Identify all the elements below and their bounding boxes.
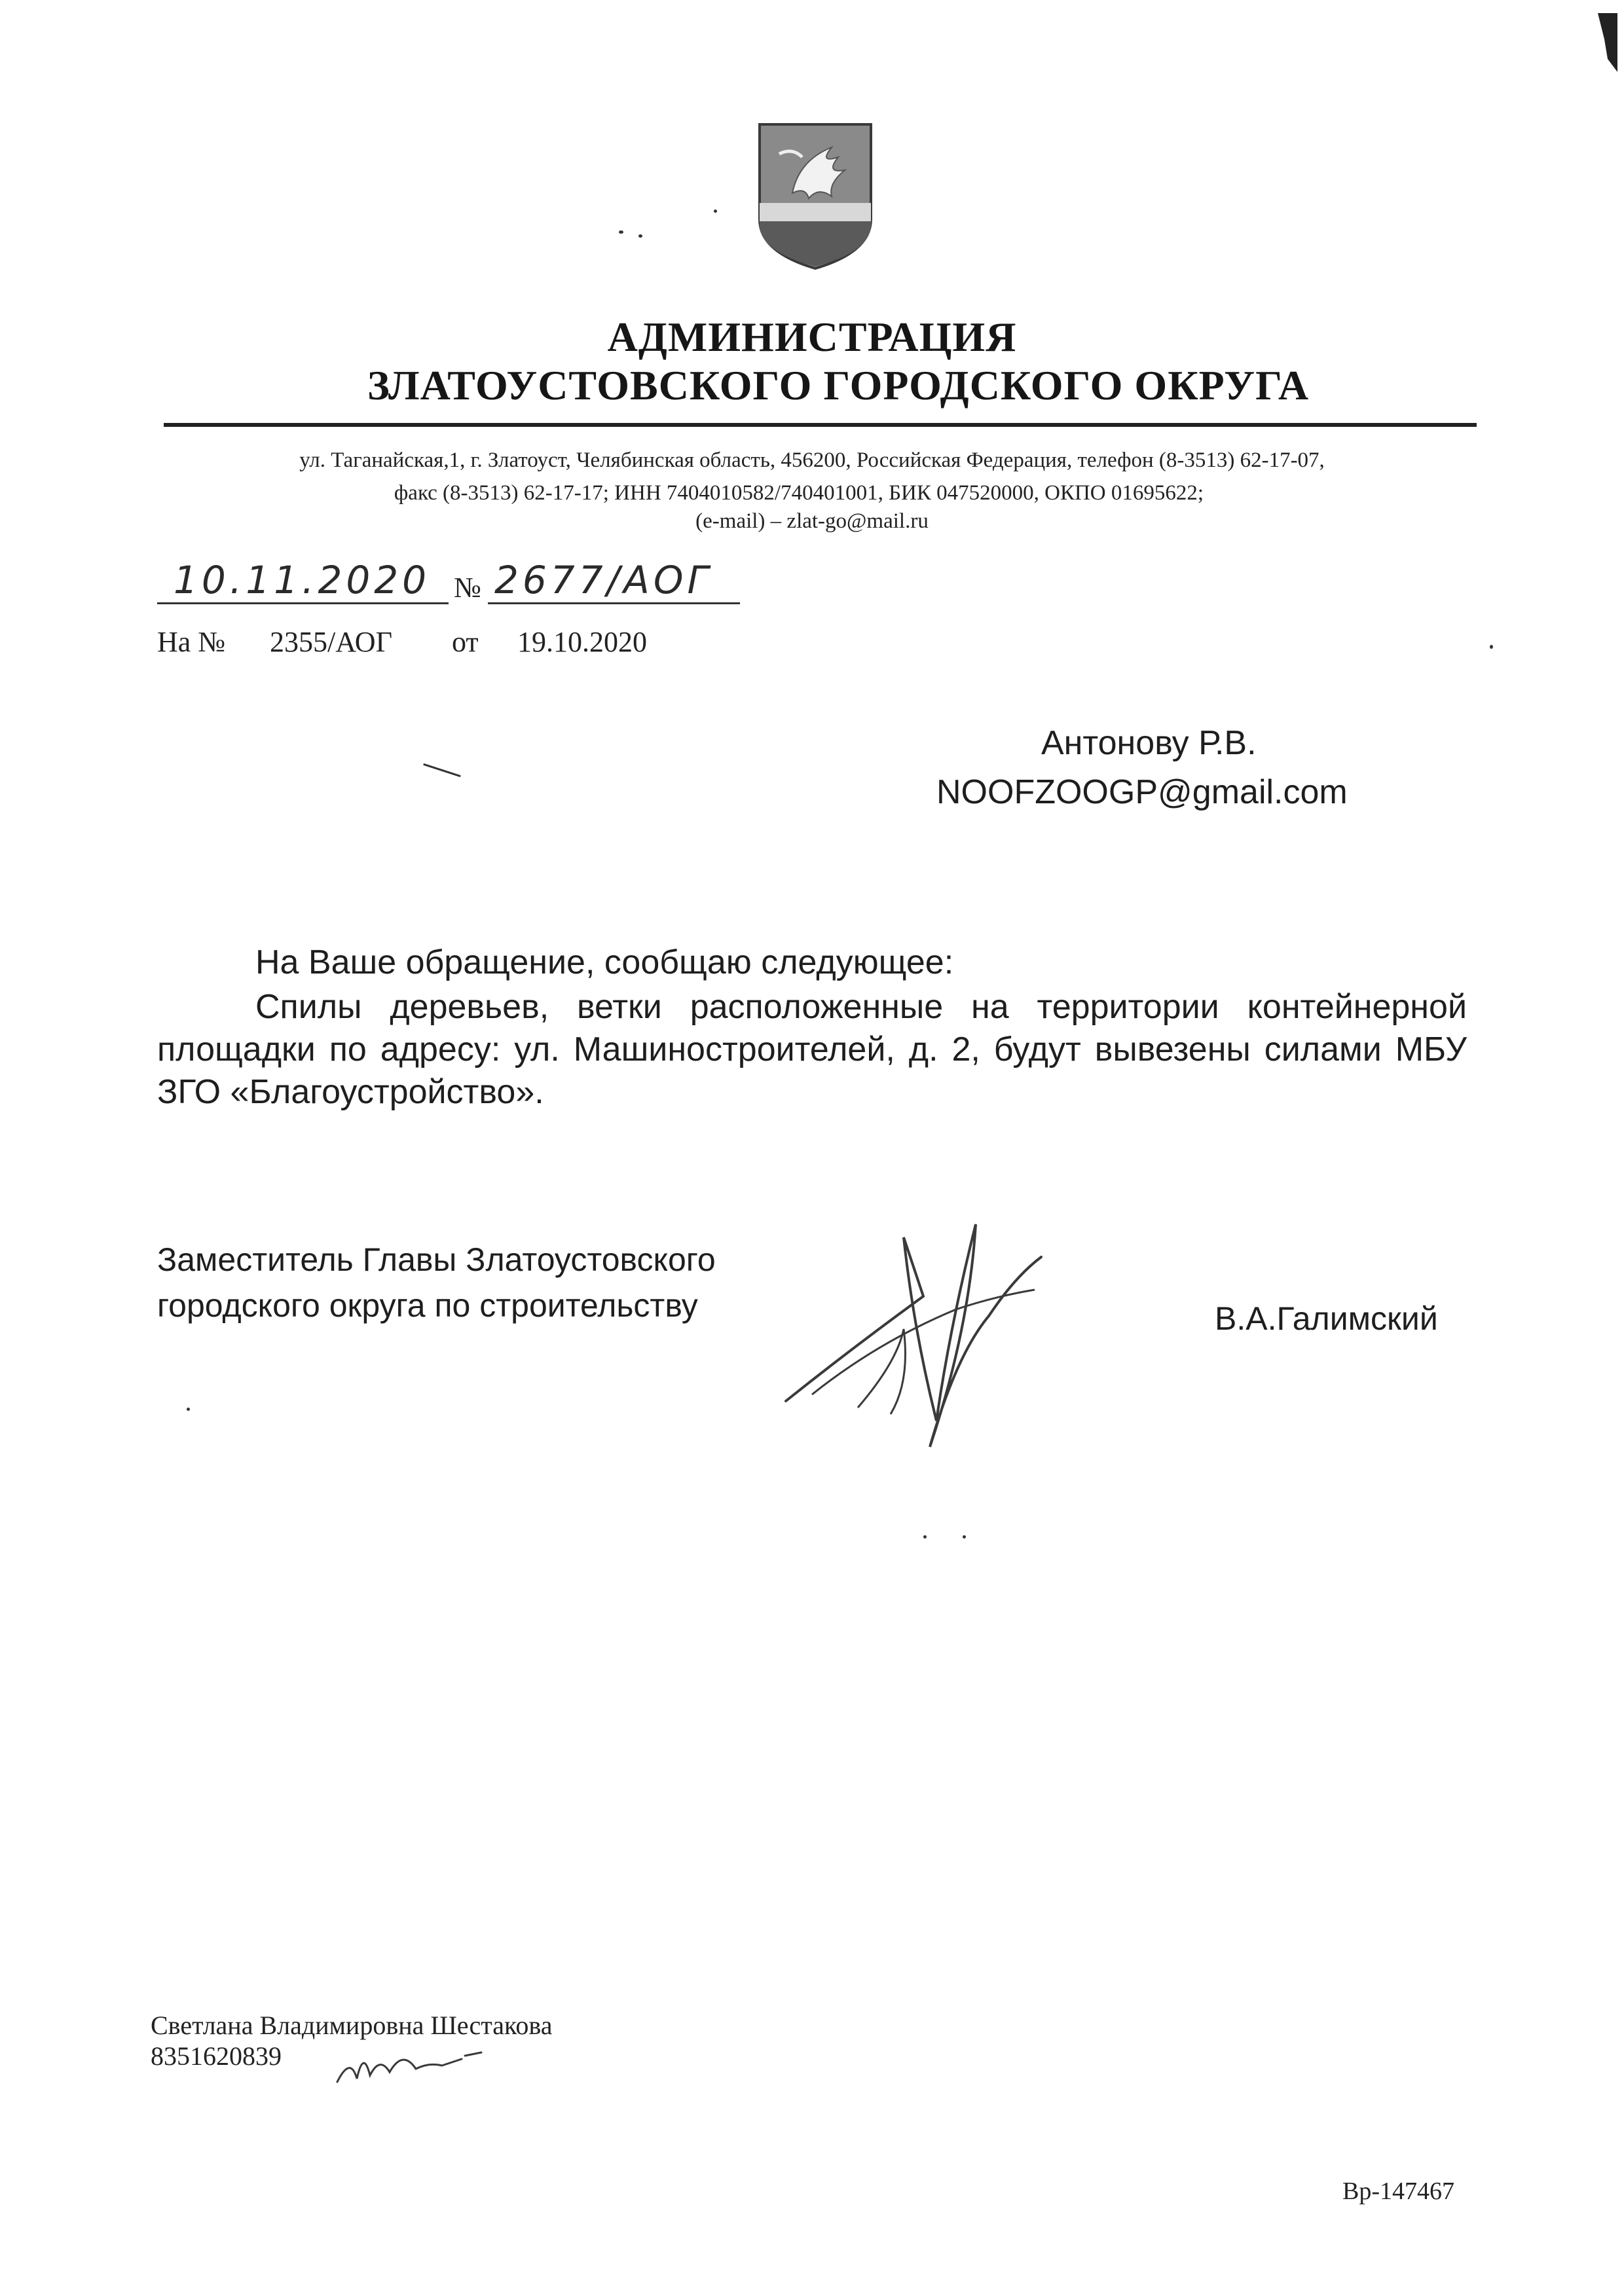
organization-name-line-2: ЗЛАТОУСТОВСКОГО ГОРОДСКОГО ОКРУГА: [367, 362, 1310, 409]
scan-speck: [638, 234, 642, 238]
contact-address-line: ул. Таганайская,1, г. Златоуст, Челябинская область, 456200, Российская Федерация, телефон (8-3513) 62-17-07,: [299, 448, 1325, 472]
letter-body-paragraph: Спилы деревьев, ветки расположенные на территории контейнерной площадки по адресу: ул. Машиностроителей, д. 2, будут вывезены силами МБУ ЗГО «Благоустройство».: [157, 988, 1467, 1111]
scan-speck: [423, 763, 461, 777]
outgoing-date: 10.11.2020: [174, 558, 431, 602]
handwritten-signature: [773, 1198, 1048, 1473]
scan-speck: [1490, 645, 1493, 649]
reference-label: На №: [157, 626, 226, 658]
scan-speck: [714, 210, 717, 213]
scan-speck: [963, 1535, 966, 1539]
recipient-email: NOOFZOOGP@gmail.com: [936, 773, 1348, 811]
outgoing-number-underline: [488, 602, 740, 604]
letterhead-divider: [164, 423, 1477, 427]
signer-title-line-1: Заместитель Главы Златоустовского: [157, 1241, 716, 1278]
scan-speck: [187, 1408, 190, 1411]
contact-fax-inn-line: факс (8-3513) 62-17-17; ИНН 7404010582/740401001, БИК 047520000, ОКПО 01695622;: [394, 481, 1204, 505]
executor-name: Светлана Владимировна Шестакова: [151, 2011, 553, 2040]
registration-code: Вр-147467: [1342, 2178, 1454, 2205]
reference-from-label: от: [452, 626, 479, 658]
executor-phone: 8351620839: [151, 2041, 282, 2071]
outgoing-date-underline: [157, 602, 449, 604]
outgoing-number: 2677/АОГ: [494, 558, 712, 602]
organization-name-line-1: АДМИНИСТРАЦИЯ: [607, 314, 1017, 360]
recipient-name: Антонову Р.В.: [1041, 724, 1257, 762]
contact-email-line: (e-mail) – zlat-go@mail.ru: [695, 509, 929, 533]
executor-initials-signature: [331, 2030, 488, 2095]
outgoing-number-sign: №: [454, 572, 481, 604]
letter-intro: На Ваше обращение, сообщаю следующее:: [255, 943, 954, 981]
signer-title-line-2: городского округа по строительству: [157, 1287, 698, 1324]
signer-name: В.А.Галимский: [1215, 1300, 1438, 1337]
scan-artifact: [1578, 13, 1617, 72]
scan-speck: [619, 230, 623, 234]
reference-number: 2355/АОГ: [270, 626, 393, 658]
coat-of-arms-emblem: [753, 121, 877, 272]
scan-speck: [923, 1535, 927, 1539]
reference-date: 19.10.2020: [517, 626, 647, 658]
